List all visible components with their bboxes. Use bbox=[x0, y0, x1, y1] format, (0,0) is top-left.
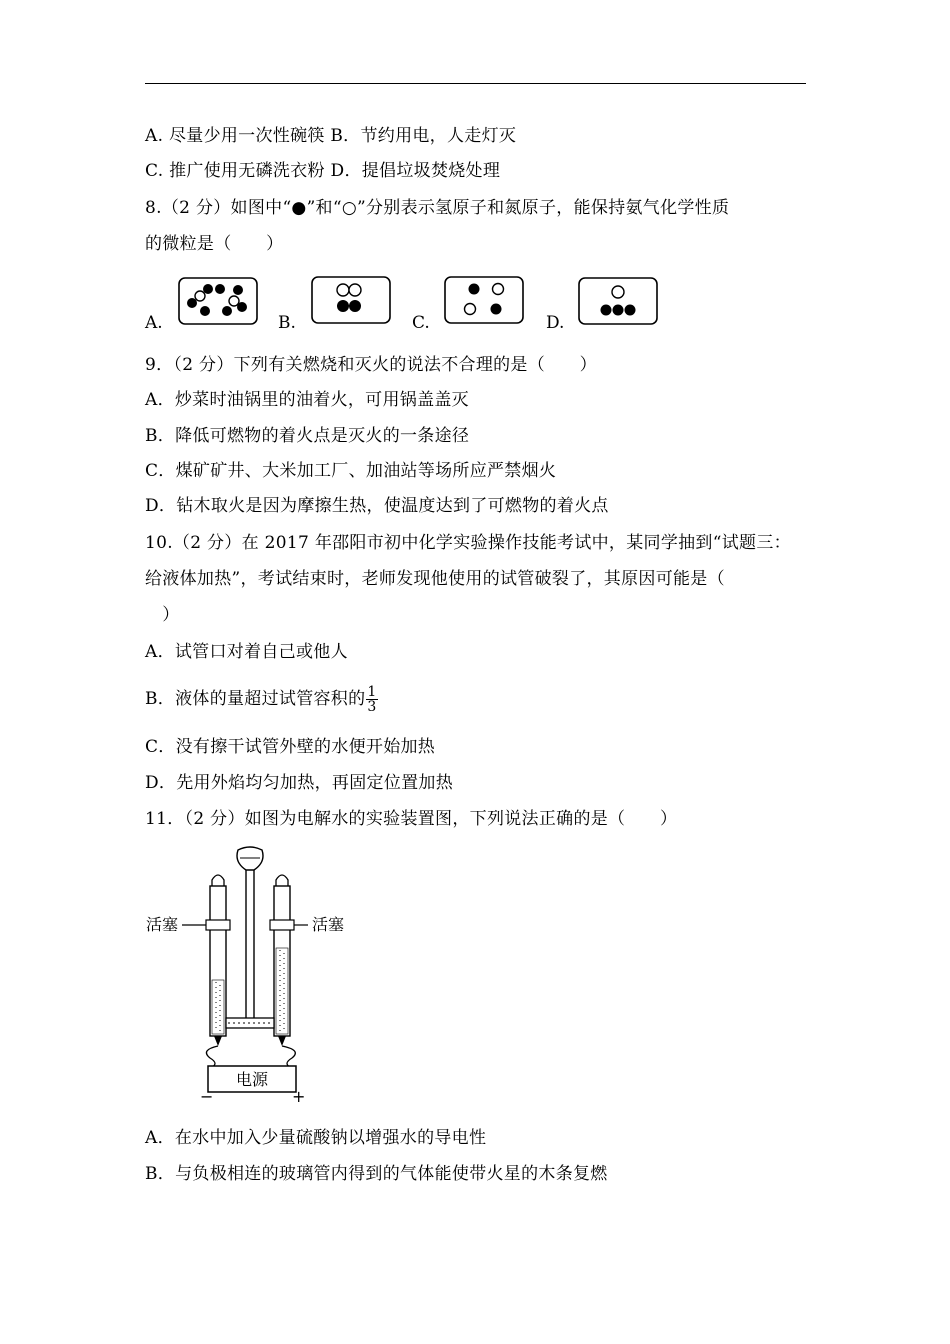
electrolysis-apparatus-figure bbox=[140, 840, 370, 1102]
q9-option-a: A．炒菜时油锅里的油着火，可用锅盖盖灭 bbox=[145, 390, 469, 410]
q7-options-ab: A. 尽量少用一次性碗筷 B．节约用电，人走灯灭 bbox=[145, 126, 517, 146]
fraction-numerator: 1 bbox=[367, 684, 377, 700]
q7-options-cd: C. 推广使用无磷洗衣粉 D．提倡垃圾焚烧处理 bbox=[145, 161, 501, 181]
q11-option-a: A．在水中加入少量硫酸钠以增强水的导电性 bbox=[145, 1128, 487, 1148]
q10-option-c: C．没有擦干试管外壁的水便开始加热 bbox=[145, 737, 436, 757]
q8-option-c-figure bbox=[444, 276, 524, 324]
q9-stem: 9．（2 分）下列有关燃烧和灭火的说法不合理的是（ ） bbox=[145, 355, 597, 375]
q8-option-a-label: A. bbox=[145, 313, 163, 333]
q9-option-c: C．煤矿矿井、大米加工厂、加油站等场所应严禁烟火 bbox=[145, 461, 557, 481]
q10-option-b-fraction bbox=[366, 685, 377, 714]
q8-option-b-label: B. bbox=[278, 313, 296, 333]
q8-option-a-figure bbox=[178, 277, 258, 325]
q8-option-b-figure bbox=[311, 276, 391, 324]
q10-option-a: A．试管口对着自己或他人 bbox=[145, 642, 348, 662]
q11-stem: 11．（2 分）如图为电解水的实验装置图，下列说法正确的是（ ） bbox=[145, 809, 678, 829]
positive-terminal-sign: + bbox=[292, 1087, 306, 1102]
power-source-label: 电源 bbox=[235, 1070, 269, 1089]
header-rule bbox=[145, 83, 806, 84]
right-stopcock-label: 活塞 bbox=[312, 915, 345, 934]
q8-option-d-figure bbox=[578, 277, 658, 325]
q8-option-d-label: D. bbox=[546, 313, 565, 333]
q8-option-c-label: C. bbox=[412, 313, 430, 333]
q9-option-d: D．钻木取火是因为摩擦生热，使温度达到了可燃物的着火点 bbox=[145, 496, 609, 516]
q10-stem-line3: ） bbox=[145, 605, 180, 625]
q8-stem-line2: 的微粒是（ ） bbox=[145, 234, 284, 254]
q9-option-b: B．降低可燃物的着火点是灭火的一条途径 bbox=[145, 426, 470, 446]
left-stopcock-label: 活塞 bbox=[146, 915, 179, 934]
negative-terminal-sign: − bbox=[200, 1087, 214, 1102]
q11-option-b: B．与负极相连的玻璃管内得到的气体能使带火星的木条复燃 bbox=[145, 1164, 608, 1184]
q10-stem-line1: 10.（2 分）在 2017 年邵阳市初中化学实验操作技能考试中，某同学抽到“试题三： bbox=[145, 533, 791, 553]
q10-option-b-text: B．液体的量超过试管容积的 bbox=[145, 689, 366, 709]
q10-stem-line2: 给液体加热”，考试结束时，老师发现他使用的试管破裂了，其原因可能是（ bbox=[145, 569, 725, 589]
q8-stem-line1: 8.（2 分）如图中“●”和“○”分别表示氢原子和氮原子，能保持氨气化学性质 bbox=[145, 198, 730, 218]
q10-option-b bbox=[145, 682, 378, 716]
q10-option-d: D．先用外焰均匀加热，再固定位置加热 bbox=[145, 773, 454, 793]
fraction-denominator: 3 bbox=[367, 699, 377, 715]
